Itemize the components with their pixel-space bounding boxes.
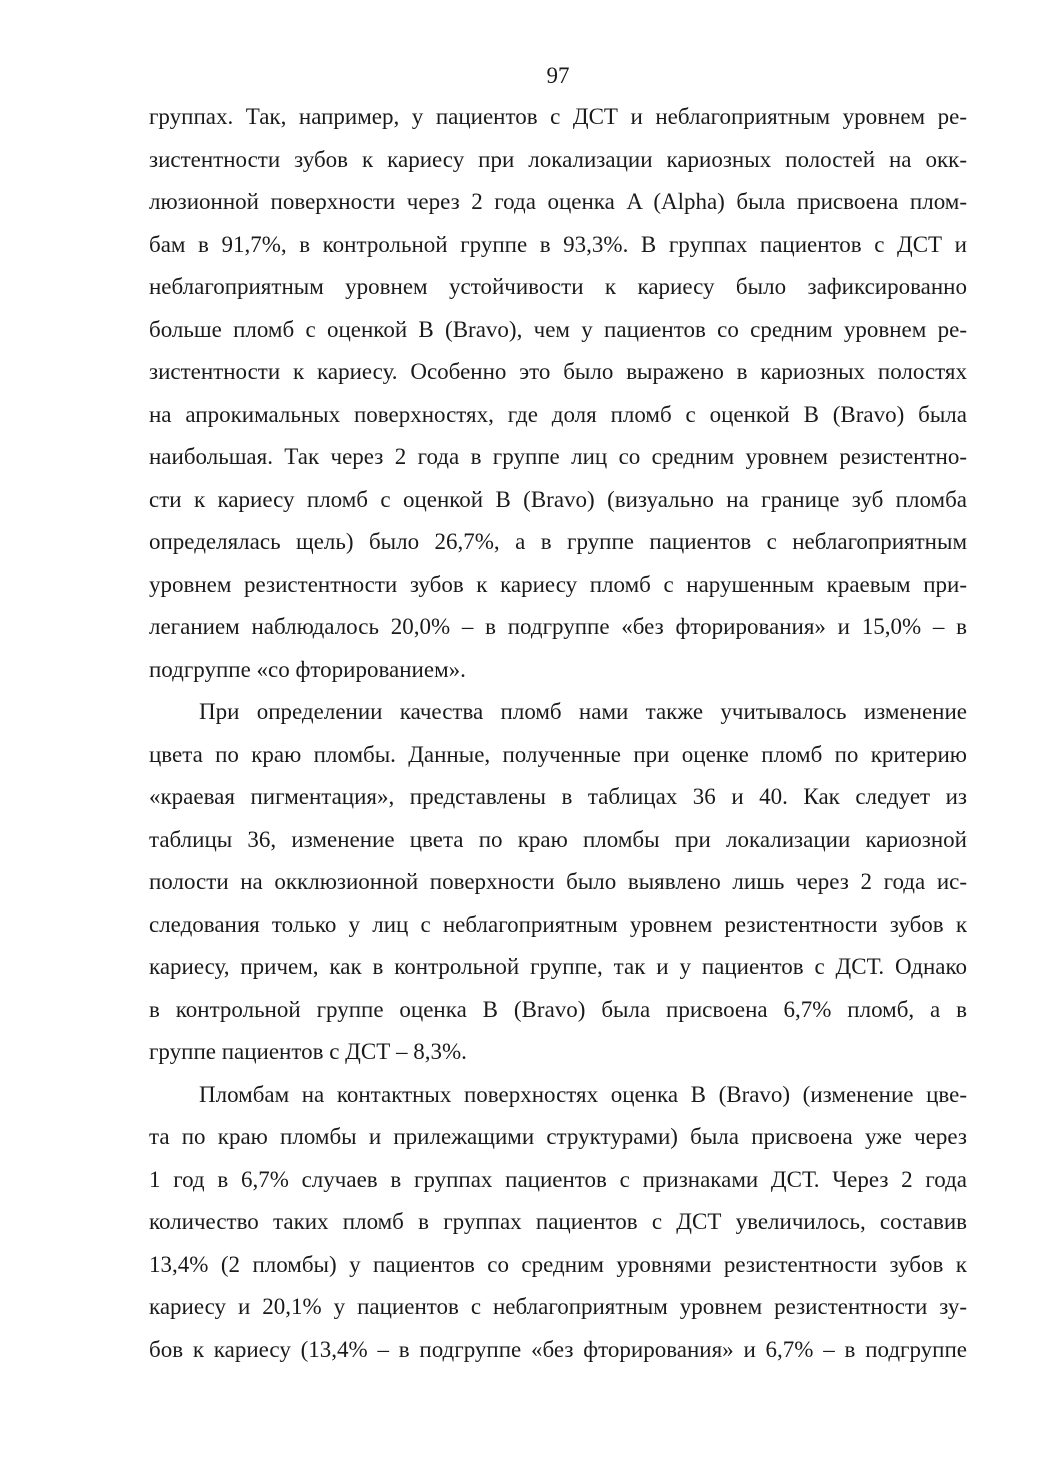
text-line: «краевая пигментация», представлены в таблицах 36 и 40. Как следует из [149, 784, 967, 809]
text-line: 13,4% (2 пломбы) у пациентов со средним уровнями резистентности зубов к [149, 1251, 967, 1277]
text-line: определялась щель) было 26,7%, а в группе пациентов с неблагоприятным [149, 529, 967, 554]
text-line: уровнем резистентности зубов к кариесу пломб с нарушенным краевым при- [149, 571, 967, 597]
text-line: группе пациентов с ДСТ – 8,3%. [149, 1039, 467, 1064]
text-line: наибольшая. Так через 2 года в группе лиц со средним уровнем резистентно- [149, 444, 967, 469]
page-number: 97 [546, 63, 570, 88]
text-line: бам в 91,7%, в контрольной группе в 93,3%. В группах пациентов с ДСТ и [149, 231, 967, 257]
text-line: таблицы 36, изменение цвета по краю пломбы при локализации кариозной [149, 826, 967, 852]
text-line: зистентности к кариесу. Особенно это было выражено в кариозных полостях [149, 359, 967, 384]
text-line: группах. Так, например, у пациентов с ДСТ и неблагоприятным уровнем ре- [149, 104, 967, 129]
text-line: люзионной поверхности через 2 года оценка A (Alpha) была присвоена плом- [149, 189, 967, 214]
text-line: бов к кариесу (13,4% – в подгруппе «без фторирования» и 6,7% – в подгруппе [149, 1336, 967, 1362]
text-line: цвета по краю пломбы. Данные, полученные при оценке пломб по критерию [149, 741, 967, 767]
text-line: кариесу и 20,1% у пациентов с неблагоприятным уровнем резистентности зу- [149, 1294, 967, 1319]
text-line: подгруппе «со фторированием». [149, 656, 466, 682]
text-line: Пломбам на контактных поверхностях оценка B (Bravo) (изменение цве- [199, 1081, 967, 1107]
text-line: та по краю пломбы и прилежащими структурами) была присвоена уже через [149, 1124, 967, 1149]
text-line: кариесу, причем, как в контрольной группе, так и у пациентов с ДСТ. Однако [149, 954, 967, 979]
text-line: в контрольной группе оценка B (Bravo) была присвоена 6,7% пломб, а в [149, 996, 967, 1022]
text-line: 1 год в 6,7% случаев в группах пациентов с признаками ДСТ. Через 2 года [149, 1166, 967, 1192]
text-line: больше пломб с оценкой B (Bravo), чем у пациентов со средним уровнем ре- [149, 316, 967, 342]
body-text [149, 96, 967, 1371]
text-line: сти к кариесу пломб с оценкой B (Bravo) (визуально на границе зуб пломба [149, 486, 967, 512]
text-line: зистентности зубов к кариесу при локализации кариозных полостей на окк- [149, 146, 967, 172]
text-line: При определении качества пломб нами также учитывалось изменение [199, 699, 967, 724]
text-line: следования только у лиц с неблагоприятным уровнем резистентности зубов к [149, 911, 967, 937]
text-line: неблагоприятным уровнем устойчивости к кариесу было зафиксированно [149, 274, 967, 299]
text-line: на апрокимальных поверхностях, где доля пломб с оценкой B (Bravo) была [149, 401, 967, 427]
text-line: количество таких пломб в группах пациентов с ДСТ увеличилось, составив [149, 1209, 967, 1234]
text-line: леганием наблюдалось 20,0% – в подгруппе «без фторирования» и 15,0% – в [149, 614, 967, 639]
text-line: полости на окклюзионной поверхности было выявлено лишь через 2 года ис- [149, 869, 967, 894]
